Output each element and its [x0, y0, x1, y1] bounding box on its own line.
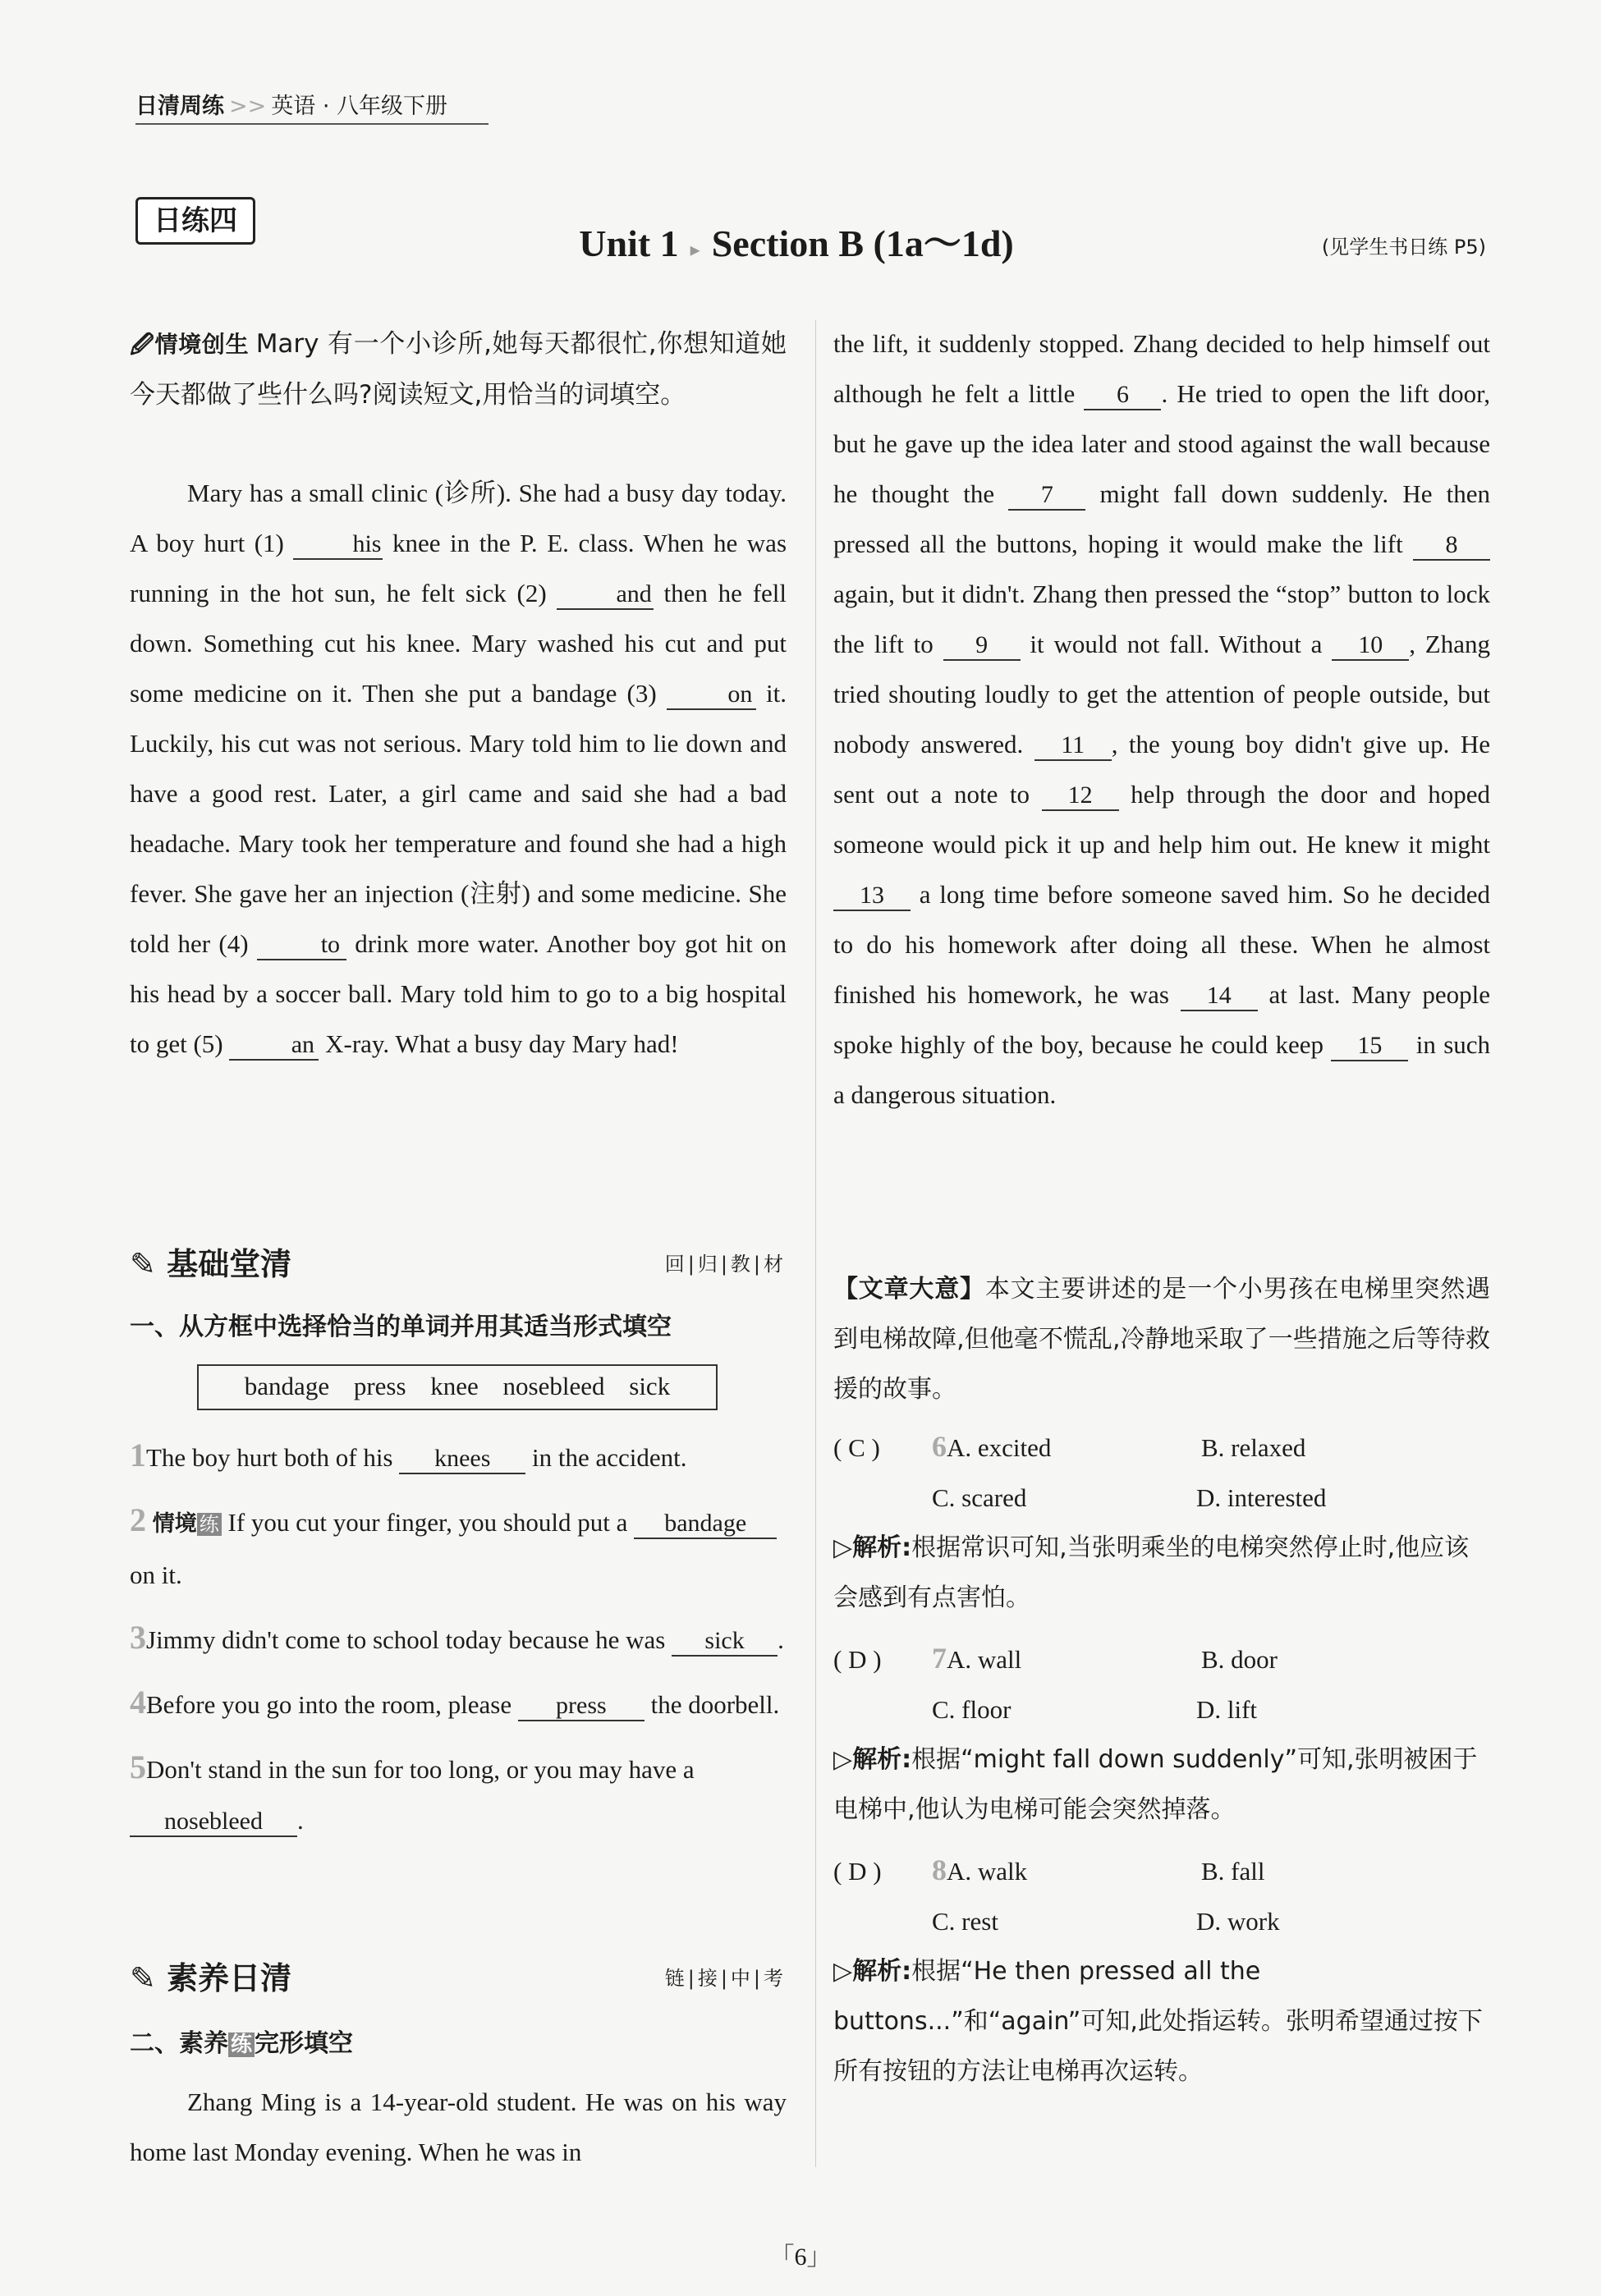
answer-blank-2: and — [557, 580, 653, 610]
exercise-item-4: 4Before you go into the room, please press the doorbell. — [130, 1684, 780, 1721]
exercise-answer-3: sick — [672, 1627, 778, 1657]
section-2-subtitle: 二、素养 练 完形填空 — [130, 2029, 354, 2058]
section-1-tag: 回|归|教|材 — [664, 1253, 787, 1276]
page-title — [460, 215, 1133, 273]
cloze-passage-start: Zhang Ming is a 14-year-old student. He was on his way home last Monday evening. When he was in — [130, 2087, 787, 2166]
exercise-item-2: 2 情境 练 If you cut your finger, you should put a bandage on it. — [130, 1495, 787, 1601]
answer-blank-1: his — [293, 530, 383, 560]
cloze-blank-12: 12 — [1042, 781, 1119, 811]
intro-block — [130, 319, 787, 420]
running-header — [135, 89, 489, 125]
cloze-passage: the lift, it suddenly stopped. Zhang decided to help himself out although he felt a little 6 . He tried to open the lift door, but he gave up the idea later and stood against the wall because he thought the 7 might fall down suddenly. He then pressed all the buttons, hoping it would make the lift 8 again, but it didn't. Zhang then pressed the “stop” button to lock the lift to 9 it would not fall. Without a 10 , Zhang tried shouting loudly to get the attention of people outside, but nobody answered. 11 , the young boy didn't give up. He sent out a note to 12 help through the door and hoped someone would pick it up and help him out. He knew it might 13 a long time before someone saved him. So he decided to do his homework after doing all these. When he almost finished his homework, he was 14 at last. Many people spoke highly of the boy, because he could keep 15 in such a dangerous situation. — [833, 329, 1491, 1109]
exercise-answer-2: bandage — [634, 1510, 777, 1539]
cloze-blank-7: 7 — [1008, 481, 1085, 511]
intro-text: Mary 有一个小诊所,她每天都很忙,你想知道她今天都做了些什么吗?阅读短文,用恰当的词填空。 — [130, 329, 787, 410]
reference-note: (见学生书日练 P5) — [1321, 236, 1486, 259]
cloze-blank-8: 8 — [1413, 531, 1490, 561]
exercise-item-3: 3Jimmy didn't come to school today because he was sick . — [130, 1619, 784, 1656]
cloze-blank-9: 9 — [943, 631, 1021, 661]
exercise-item-5: 5Don't stand in the sun for too long, or you may have a nosebleed . — [130, 1742, 787, 1846]
exercise-answer-4: press — [518, 1692, 645, 1721]
answer-blank-3: on — [667, 681, 756, 710]
daily-tag: 日练四 — [135, 197, 255, 245]
subject-name: 英语 · 八年级下册 — [271, 94, 447, 119]
section-1-heading: ✎ 基础堂清 回|归|教|材 — [130, 1240, 787, 1289]
question-8: ( D ) 8A. walk B. fall C. rest D. work ▷解析:根据“He then pressed all the buttons...”和“again”可知,此处指运转。张明希望通过按下所有按钮的方法让电梯再次运转。 — [833, 1845, 1490, 2097]
triangle-icon: ▸ — [690, 240, 700, 261]
answer-mark-8: ( D ) — [833, 1857, 882, 1886]
analysis-6: ▷解析:根据常识可知,当张明乘坐的电梯突然停止时,他应该会感到有点害怕。 — [833, 1533, 1470, 1612]
section-2-heading: ✎ 素养日清 链|接|中|考 — [130, 1954, 787, 2003]
exercise-item-1: 1The boy hurt both of his knees in the accident. — [130, 1437, 687, 1473]
pen-icon: ✎ — [130, 1960, 156, 1996]
section-1-subtitle: 一、从方框中选择恰当的单词并用其适当形式填空 — [130, 1313, 672, 1341]
analysis-8: ▷解析:根据“He then pressed all the buttons...”和“again”可知,此处指运转。张明希望通过按下所有按钮的方法让电梯再次运转。 — [833, 1957, 1483, 2086]
intro-label: 🖉情境创生 — [130, 331, 250, 358]
header-rule — [135, 123, 489, 125]
section-title: Section B (1a～1d) — [711, 222, 1014, 264]
analysis-7: ▷解析:根据“might fall down suddenly”可知,张明被困于电梯中,他认为电梯可能会突然掉落。 — [833, 1745, 1478, 1824]
unit-title: Unit 1 — [579, 222, 679, 264]
answer-blank-4: to — [257, 931, 346, 960]
answer-mark-6: ( C ) — [833, 1433, 880, 1462]
question-6: ( C ) 6A. excited B. relaxed C. scared D. interested ▷解析:根据常识可知,当张明乘坐的电梯突然停止时,他应该会感到有点害怕。 — [833, 1422, 1490, 1623]
column-divider — [815, 320, 816, 2167]
exercise-answer-5: nosebleed — [130, 1808, 297, 1837]
page-number: 「6」 — [769, 2243, 832, 2271]
exercise-answer-1: knees — [399, 1445, 525, 1474]
cloze-blank-14: 14 — [1181, 982, 1258, 1011]
cloze-blank-6: 6 — [1084, 381, 1161, 410]
answer-mark-7: ( D ) — [833, 1645, 882, 1674]
series-name: 日清周练 — [135, 94, 224, 119]
pen-icon: ✎ — [130, 1246, 156, 1282]
passage-1: Mary has a small clinic (诊所). She had a busy day today. A boy hurt (1) his knee in the P. E. class. When he was running in the hot sun, he felt sick (2) and then he fell down. Something cut his knee. Mary washed his cut and put some medicine on it. Then she put a bandage (3) on it. Luckily, his cut was not serious. Mary told him to lie down and have a good rest. Later, a girl came and said she had a bad headache. Mary took her temperature and found she had a high fever. She gave her an injection (注射) and some medicine. She told her (4) to drink more water. Another boy got hit on his head by a soccer ball. Mary told him to go to a big hospital to get (5) an X-ray. What a busy day Mary had! — [130, 468, 787, 1069]
section-2-tag: 链|接|中|考 — [664, 1967, 787, 1990]
question-7: ( D ) 7A. wall B. door C. floor D. lift ▷解析:根据“might fall down suddenly”可知,张明被困于电梯中,他认为电梯可能会突然掉落。 — [833, 1634, 1490, 1835]
cloze-blank-15: 15 — [1331, 1032, 1408, 1061]
word-box: bandage press knee nosebleed sick — [197, 1364, 718, 1410]
cloze-blank-10: 10 — [1332, 631, 1409, 661]
cloze-blank-11: 11 — [1034, 731, 1112, 761]
summary: 【文章大意】本文主要讲述的是一个小男孩在电梯里突然遇到电梯故障,但他毫不慌乱,冷静地采取了一些措施之后等待救援的故事。 — [833, 1275, 1491, 1404]
cloze-blank-13: 13 — [833, 882, 911, 911]
answer-blank-5: an — [229, 1031, 319, 1061]
exercise-list — [130, 1430, 787, 1846]
header-arrows: >> — [229, 94, 267, 119]
